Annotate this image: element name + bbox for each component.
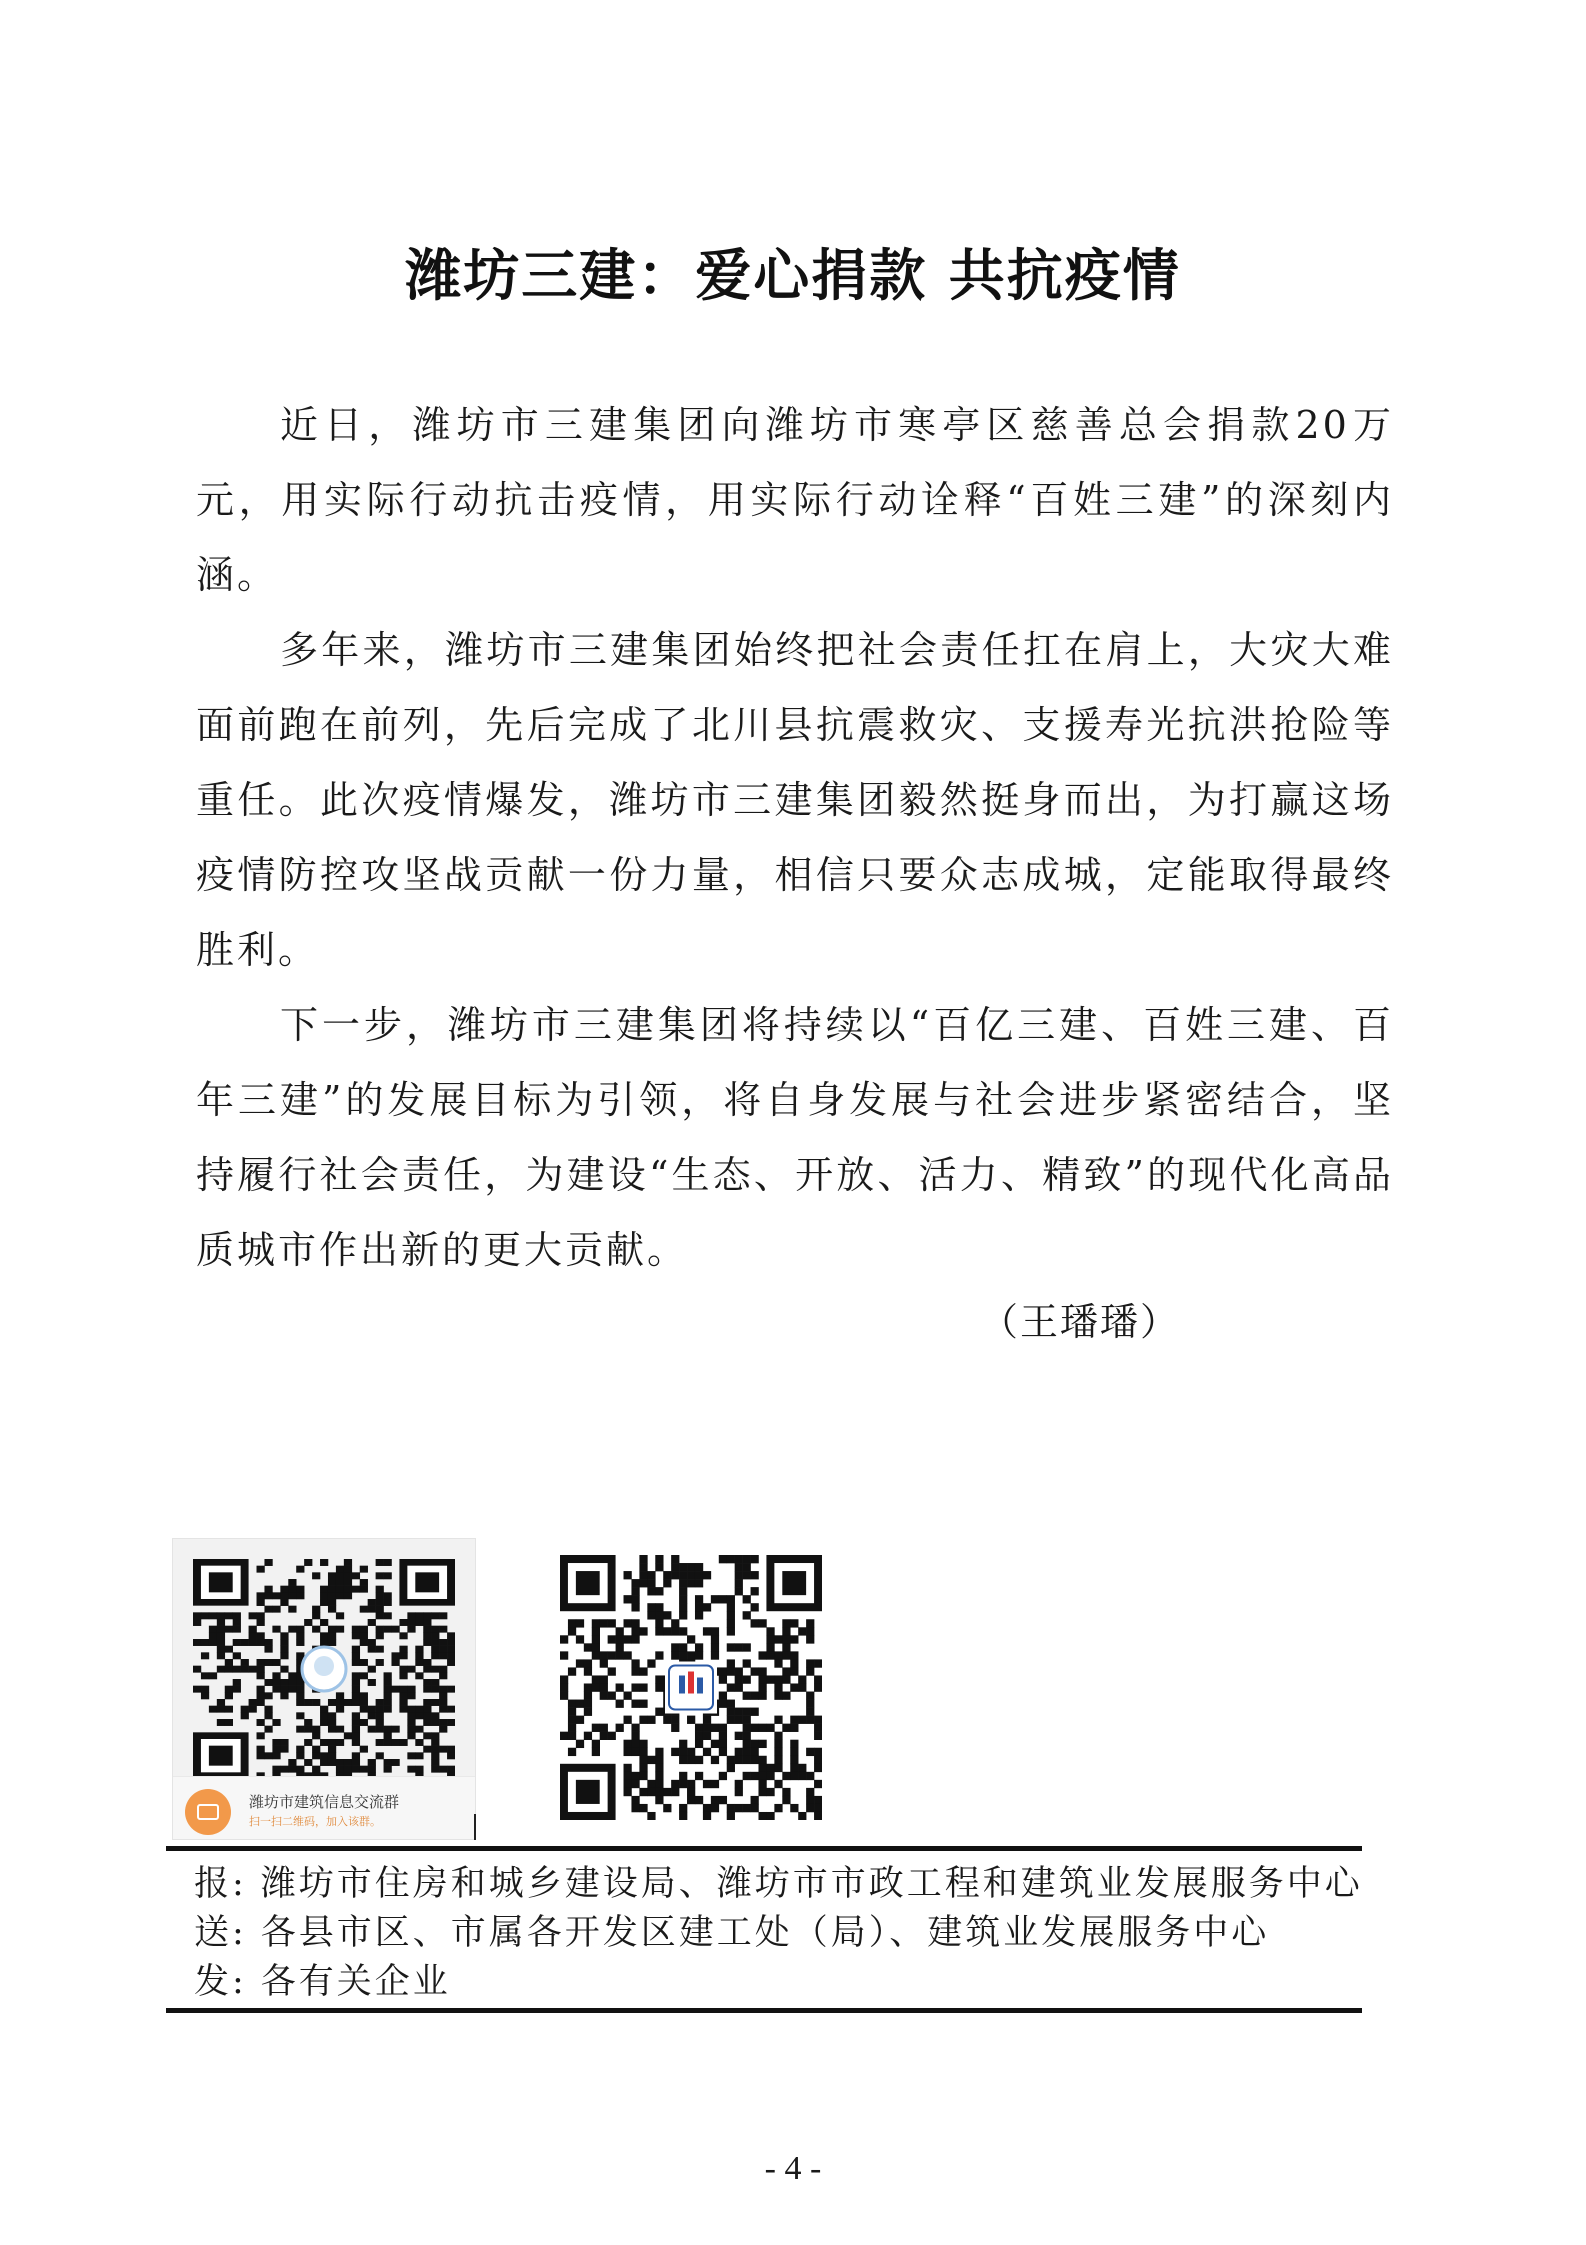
card-edge-mark [474,1814,476,1840]
distribution-label: 发: [194,1962,247,2002]
distribution-value: 潍坊市住房和城乡建设局、潍坊市市政工程和建筑业发展服务中心 [260,1864,1363,1904]
distribution-row-send [194,1909,1363,1958]
author-signature: （王璠璠） [980,1300,1181,1344]
article-body [196,388,1394,1288]
distribution-top-rule [166,1846,1362,1851]
distribution-list [194,1860,1363,2007]
group-qr-card [172,1538,476,1840]
group-chat-icon [185,1789,231,1835]
distribution-value: 各有关企业 [260,1962,451,2002]
group-hint: 扫一扫二维码，加入该群。 [249,1815,381,1828]
distribution-bottom-rule [166,2008,1362,2013]
article-title: 潍坊三建：爱心捐款 共抗疫情 [405,243,1181,309]
group-qr-footer [173,1776,475,1839]
group-qr-code-icon [193,1559,455,1779]
distribution-value: 各县市区、市属各开发区建工处（局）、建筑业发展服务中心 [260,1913,1270,1953]
article-paragraph-2: 多年来，潍坊市三建集团始终把社会责任扛在肩上，大灾大难面前跑在前列，先后完成了北川县抗震救灾、支援寿光抗洪抢险等重任。此次疫情爆发，潍坊市三建集团毅然挺身而出，为打赢这场疫情防控攻坚战贡献一份力量，相信只要众志成城，定能取得最终胜利。 [196,628,1394,972]
group-name: 潍坊市建筑信息交流群 [249,1793,400,1811]
official-account-qr-code-icon [560,1555,822,1820]
distribution-row-issue [194,1958,1363,2007]
page-number: - 4 - [764,2150,822,2187]
article-paragraph-3: 下一步，潍坊市三建集团将持续以“百亿三建、百姓三建、百年三建”的发展目标为引领，将自身发展与社会进步紧密结合，坚持履行社会责任，为建设“生态、开放、活力、精致”的现代化高品质城市作出新的更大贡献。 [196,1003,1394,1272]
distribution-label: 报: [194,1864,247,1904]
article-paragraph-1: 近日，潍坊市三建集团向潍坊市寒亭区慈善总会捐款20万元，用实际行动抗击疫情，用实际行动诠释“百姓三建”的深刻内涵。 [196,403,1394,597]
distribution-row-report [194,1860,1363,1909]
distribution-label: 送: [194,1913,247,1953]
